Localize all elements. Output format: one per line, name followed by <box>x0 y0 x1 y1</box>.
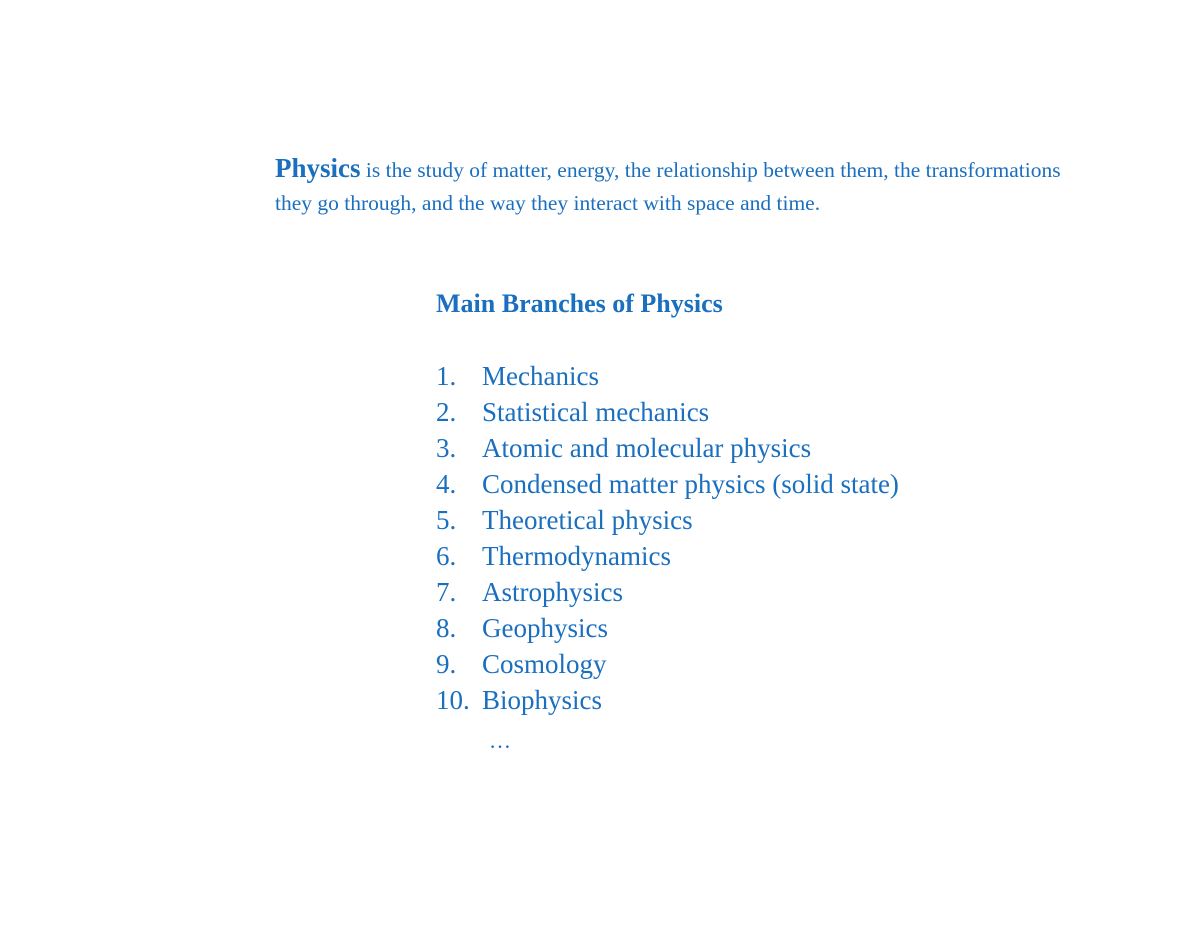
intro-line-1 <box>275 152 1195 187</box>
list-item-label: Atomic and molecular physics <box>482 433 812 463</box>
list-item-number: 2. <box>436 397 457 427</box>
intro-term: Physics <box>275 153 361 183</box>
list-item <box>436 574 1036 610</box>
list-item <box>436 394 1036 430</box>
list-item <box>436 646 1036 682</box>
list-item <box>436 538 1036 574</box>
list-item-number: 1. <box>436 361 457 391</box>
list-item-label: Statistical mechanics <box>482 397 710 427</box>
list-continuation-ellipsis: … <box>489 728 511 753</box>
list-item-number: 9. <box>436 649 457 679</box>
list-item <box>436 466 1036 502</box>
list-item-label: Astrophysics <box>482 577 623 607</box>
branches-section <box>436 284 1036 715</box>
list-item <box>436 610 1036 646</box>
list-item-number: 8. <box>436 613 457 643</box>
intro-line-2: they go through, and the way they interact with space and time. <box>275 191 821 215</box>
list-item-label: Cosmology <box>482 649 607 679</box>
intro-line-1-text: is the study of matter, energy, the relationship between them, the transformations <box>360 158 1061 182</box>
list-item <box>436 502 1036 538</box>
list-item-label: Condensed matter physics (solid state) <box>482 469 899 499</box>
branch-list <box>436 358 1036 718</box>
list-item-number: 3. <box>436 433 457 463</box>
list-item-label: Mechanics <box>482 361 599 391</box>
list-item-number: 6. <box>436 541 457 571</box>
list-item <box>436 682 1036 718</box>
list-item-number: 4. <box>436 469 457 499</box>
list-item-label: Biophysics <box>482 685 603 715</box>
list-item-label: Theoretical physics <box>482 505 693 535</box>
branches-title: Main Branches of Physics <box>436 289 723 318</box>
list-item <box>436 430 1036 466</box>
list-item <box>436 358 1036 394</box>
list-item-label: Geophysics <box>482 613 608 643</box>
list-item-label: Thermodynamics <box>482 541 671 571</box>
intro-paragraph <box>275 152 1195 220</box>
list-item-number: 7. <box>436 577 457 607</box>
list-item-number: 5. <box>436 505 457 535</box>
list-item-number: 10. <box>436 685 470 715</box>
